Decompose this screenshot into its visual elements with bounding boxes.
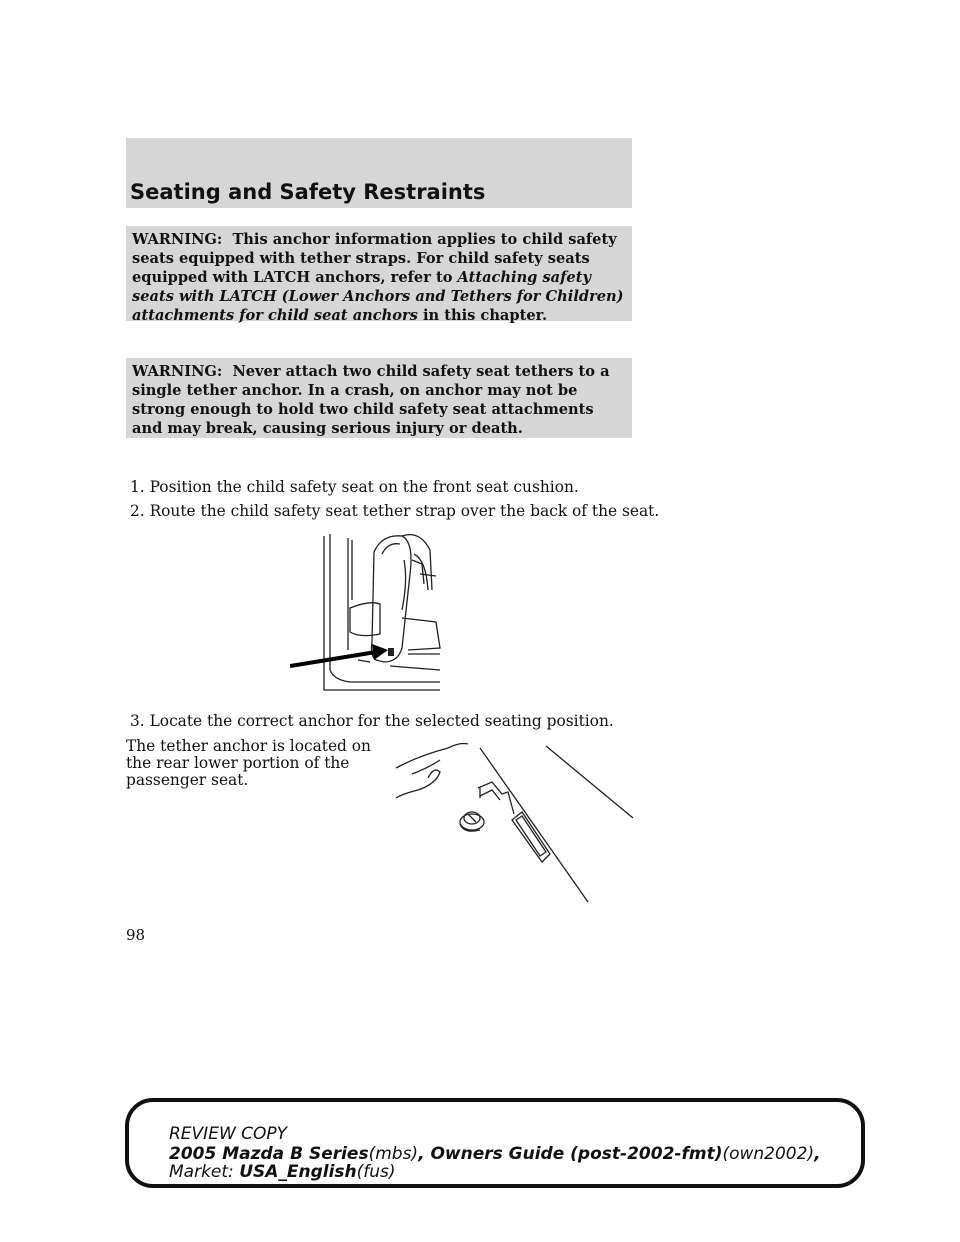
- market-name: USA_English: [239, 1162, 357, 1182]
- page-number: 98: [126, 926, 146, 944]
- warning-tail: in this chapter.: [423, 307, 548, 324]
- market-label: Market:: [169, 1162, 234, 1182]
- review-line-1: REVIEW COPY: [169, 1124, 288, 1144]
- warning-reference: Attaching safety seats with LATCH (Lower Anchors and Tethers for Children) attachments for child seat anchors: [132, 269, 624, 324]
- warning-text: Never attach two child safety seat tethers to a single tether anchor. In a crash, on anchor may not be strong enough to hold two child safety seat attachments and may break, causing serious injury or death.: [132, 363, 610, 437]
- model-name: 2005 Mazda B Series: [169, 1144, 369, 1164]
- review-line-3: [169, 1162, 396, 1182]
- review-copy-footer: [125, 1098, 865, 1188]
- warning-text: This anchor information applies to child safety seats equipped with tether straps. For child safety seats equipped with LATCH anchors, refer to: [132, 231, 617, 286]
- child-seat-tether-diagram-icon: [290, 530, 442, 700]
- review-line-2: [169, 1144, 821, 1164]
- guide-name: , Owners Guide (post-2002-fmt): [418, 1144, 723, 1164]
- warning-lead: WARNING:: [132, 363, 223, 380]
- guide-code: (own2002): [722, 1144, 815, 1164]
- step-2: 2. Route the child safety seat tether strap over the back of the seat.: [130, 502, 660, 520]
- model-code: (mbs): [368, 1144, 419, 1164]
- step-1: 1. Position the child safety seat on the front seat cushion.: [130, 478, 579, 496]
- section-title: Seating and Safety Restraints: [130, 180, 486, 204]
- warning-box-anchor-info: [126, 226, 632, 324]
- separator: ,: [814, 1144, 821, 1164]
- warning-lead: WARNING:: [132, 231, 223, 248]
- anchor-location-paragraph: The tether anchor is located on the rear lower portion of the passenger seat.: [126, 737, 371, 789]
- market-code: (fus): [356, 1162, 396, 1182]
- warning-box-tethers: [126, 358, 632, 438]
- tether-anchor-diagram-icon: [388, 738, 638, 908]
- step-3: 3. Locate the correct anchor for the selected seating position.: [130, 712, 614, 730]
